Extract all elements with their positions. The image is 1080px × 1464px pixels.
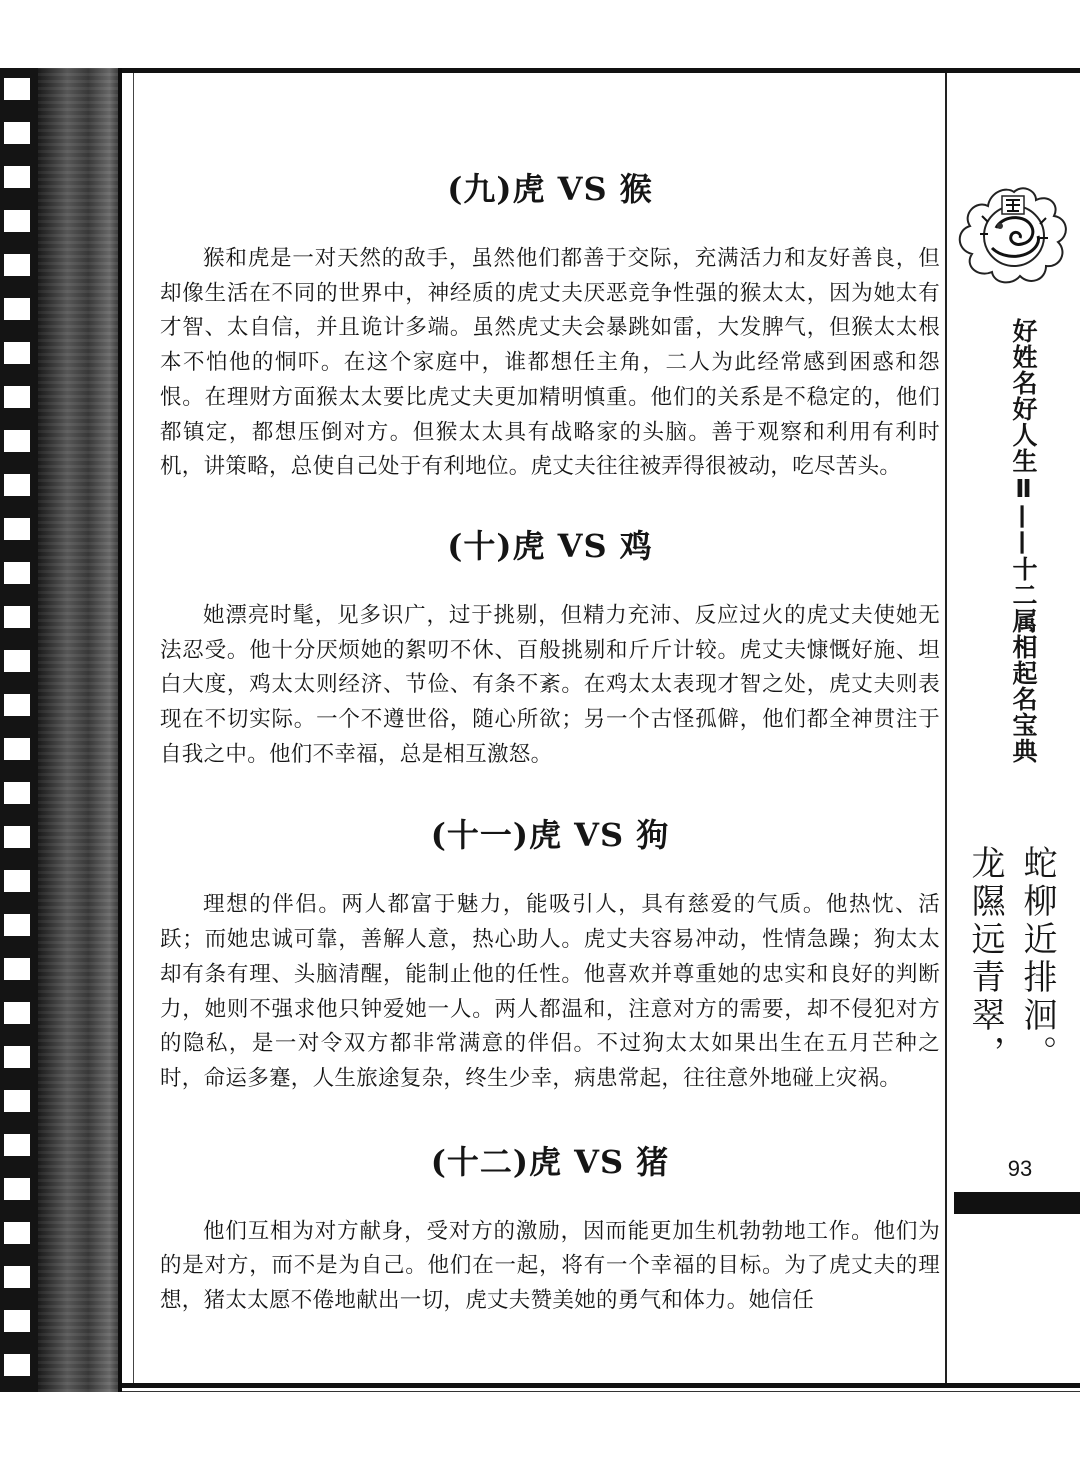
top-rule [122, 68, 1080, 73]
section-heading-11: (十一)虎 VS 狗 [430, 816, 670, 855]
film-sprocket-hole [4, 1046, 30, 1068]
film-sprocket-hole [4, 914, 30, 936]
bottom-rule-thin [122, 1391, 1080, 1392]
book-title-vertical: 好姓名好人生Ⅱ——十二属相起名宝典 [1009, 318, 1038, 764]
film-sprocket-hole [4, 870, 30, 892]
poem-line-2: 龙隰远青翠， [965, 845, 1005, 1073]
film-sprocket-hole [4, 738, 30, 760]
film-sprocket-hole [4, 650, 30, 672]
film-sprocket-hole [4, 518, 30, 540]
film-sprocket-hole [4, 1090, 30, 1112]
film-strip-decoration [0, 68, 122, 1392]
page-number-bar [954, 1192, 1080, 1214]
film-sprocket-hole [4, 826, 30, 848]
film-sprocket-hole [4, 1310, 30, 1332]
film-sprocket-hole [4, 122, 30, 144]
main-text-column [160, 150, 940, 1319]
film-sprocket-hole [4, 166, 30, 188]
poem-line-1: 蛇柳近排洄。 [1017, 845, 1057, 1073]
section-heading-12: (十二)虎 VS 猪 [430, 1142, 670, 1181]
film-sprocket-hole [4, 1134, 30, 1156]
section-body-11: 理想的伴侣。两人都富于魅力，能吸引人，具有慈爱的气质。他热忱、活跃；而她忠诚可靠，善解人意，热心助人。虎丈夫容易冲动，性情急躁；狗太太却有条有理、头脑清醒，能制止他的任性。他喜欢并尊重她的忠实和良好的判断力，她则不强求他只钟爱她一人。两人都温和，注意对方的需要，却不侵犯对方的隐私，是一对令双方都非常满意的伴侣。不过狗太太如果出生在五月芒种之时，命运多蹇，人生旅途复杂，终生少幸，病患常起，往往意外地碰上灾祸。 [160, 892, 940, 1091]
film-sprocket-hole [4, 474, 30, 496]
sidebar-divider [945, 73, 947, 1383]
section-body-12: 他们互相为对方献身，受对方的激励，因而能更加生机勃勃地工作。他们为的是对方，而不是为自己。他们在一起，将有一个幸福的目标。为了虎丈夫的理想，猪太太愿不倦地献出一切，虎丈夫赞美她的勇气和体力。她信任 [160, 1218, 940, 1314]
film-sprocket-hole [4, 1178, 30, 1200]
film-sprocket-hole [4, 342, 30, 364]
dragon-seal-icon [952, 186, 1076, 286]
film-sprocket-hole [4, 606, 30, 628]
film-sprocket-hole [4, 78, 30, 100]
film-sprocket-hole [4, 430, 30, 452]
sidebar-poem [962, 845, 1060, 1073]
film-sprocket-hole [4, 958, 30, 980]
film-strip-edge [118, 68, 122, 1392]
film-sprocket-hole [4, 562, 30, 584]
film-sprocket-hole [4, 386, 30, 408]
film-sprocket-hole [4, 210, 30, 232]
film-sprocket-hole [4, 1354, 30, 1376]
section-body-10: 她漂亮时髦，见多识广，过于挑剔，但精力充沛、反应过火的虎丈夫使她无法忍受。他十分厌烦她的絮叨不休、百般挑剔和斤斤计较。虎丈夫慷慨好施、坦白大度，鸡太太则经济、节俭、有条不紊。在鸡太太表现才智之处，虎丈夫则表现在不切实际。一个不遵世俗，随心所欲；另一个古怪孤僻，他们都全神贯注于自我之中。他们不幸福，总是相互激怒。 [160, 602, 940, 767]
bottom-rule [122, 1383, 1080, 1388]
film-sprocket-hole [4, 298, 30, 320]
film-sprocket-holes [0, 68, 38, 1392]
film-sprocket-hole [4, 1222, 30, 1244]
text-column-left-border [133, 73, 134, 1383]
section-heading-10: (十)虎 VS 鸡 [447, 526, 653, 565]
section-body-9: 猴和虎是一对天然的敌手，虽然他们都善于交际，充满活力和友好善良，但却像生活在不同的世界中，神经质的虎丈夫厌恶竞争性强的猴太太，因为她太有才智、太自信，并且诡计多端。虽然虎丈夫会暴跳如雷，大发脾气，但猴太太根本不怕他的恫吓。在这个家庭中，谁都想任主角，二人为此经常感到困惑和怨恨。在理财方面猴太太要比虎丈夫更加精明慎重。他们的关系是不稳定的，他们都镇定，都想压倒对方。但猴太太具有战略家的头脑。善于观察和利用有利时机，讲策略，总使自己处于有利地位。虎丈夫往往被弄得很被动，吃尽苦头。 [160, 246, 940, 480]
film-sprocket-hole [4, 1266, 30, 1288]
film-sprocket-hole [4, 782, 30, 804]
film-sprocket-hole [4, 694, 30, 716]
film-frame-band [38, 68, 122, 1392]
page-number: 93 [1007, 1156, 1033, 1181]
section-heading-9: (九)虎 VS 猴 [447, 170, 653, 208]
film-sprocket-hole [4, 254, 30, 276]
film-sprocket-hole [4, 1002, 30, 1024]
